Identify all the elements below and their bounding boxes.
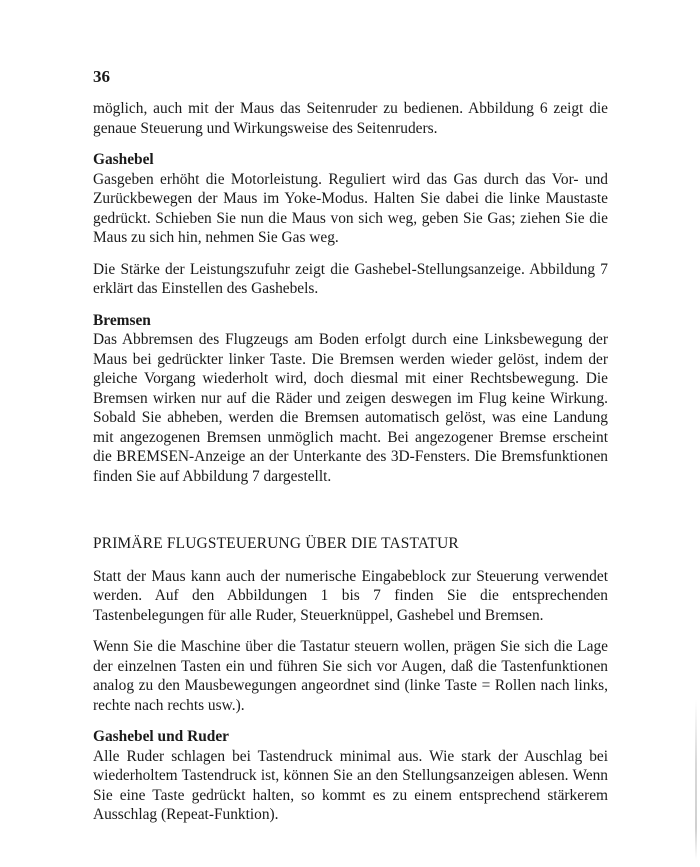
section-bremsen [93, 311, 608, 487]
section-heading-bremsen: Bremsen [93, 311, 151, 329]
page-number: 36 [93, 67, 110, 86]
gashebel-und-ruder-paragraph: Alle Ruder schlagen bei Tastendruck minimal aus. Wie stark der Auschlag bei wiederholtem Tastendruck ist, können Sie an den Stellungsanzeigen ablesen. Wenn Sie eine Taste gedrückt halten, so kommt es zu einem entsprechend stärkerem Ausschlag (Repeat-Funktion). [93, 747, 608, 823]
gashebel-paragraph-1: Gasgeben erhöht die Motorleistung. Reguliert wird das Gas durch das Vor- und Zurückbewegen der Maus im Yoke-Modus. Halten Sie dabei die linke Maustaste gedrückt. Schieben Sie nun die Maus von sich weg, geben Sie Gas; ziehen Sie die Maus zu sich hin, nehmen Sie Gas weg. [93, 170, 608, 246]
chapter-heading-tastatur: PRIMÄRE FLUGSTEUERUNG ÜBER DIE TASTATUR [93, 535, 459, 552]
section-heading-gashebel: Gashebel [93, 151, 154, 168]
tastatur-paragraph-1: Statt der Maus kann auch der numerische Eingabeblock zur Steuerung verwendet werden. Auf den Abbildungen 1 bis 7 finden Sie die entsprechenden Tastenbelegungen für alle Ruder, Steuerknüppel, Gashebel und Bremsen. [93, 567, 608, 624]
gashebel-paragraph-2: Die Stärke der Leistungszufuhr zeigt die Gashebel-Stellungsanzeige. Abbildung 7 erklärt das Einstellen des Gashebels. [93, 260, 608, 297]
scan-edge-shadow [695, 700, 697, 860]
page-content [93, 99, 608, 837]
tastatur-paragraph-2: Wenn Sie die Maschine über die Tastatur steuern wollen, prägen Sie sich die Lage der einzelnen Tasten ein und führen Sie sich vor Augen, daß die Tastenfunktionen analog zu den Mausbewegungen angeordnet sind (linke Taste = Rollen nach links, rechte nach rechts usw.). [93, 638, 608, 714]
section-gashebel-und-ruder [93, 727, 608, 825]
bremsen-paragraph: Das Abbremsen des Flugzeugs am Boden erfolgt durch eine Linksbewegung der Maus bei gedrückter linker Taste. Die Bremsen werden wieder gelöst, indem der gleiche Vorgang wiederholt wird, doch diesmal mit einer Rechtsbewegung. Die Bremsen wirken nur auf die Räder und zeigen deswegen im Flug keine Wirkung. Sobald Sie abheben, werden die Bremsen automatisch gelöst, was eine Landung mit angezogenen Bremsen unmöglich macht. Bei angezogener Bremse erscheint die BREMSEN-Anzeige an der Unterkante des 3D-Fensters. Die Bremsfunktionen finden Sie auf Abbildung 7 dargestellt. [93, 331, 608, 485]
section-heading-gashebel-und-ruder: Gashebel und Ruder [93, 728, 229, 745]
intro-paragraph: möglich, auch mit der Maus das Seitenruder zu bedienen. Abbildung 6 zeigt die genaue Steuerung und Wirkungsweise des Seitenruders. [93, 100, 608, 137]
section-gashebel [93, 150, 608, 299]
